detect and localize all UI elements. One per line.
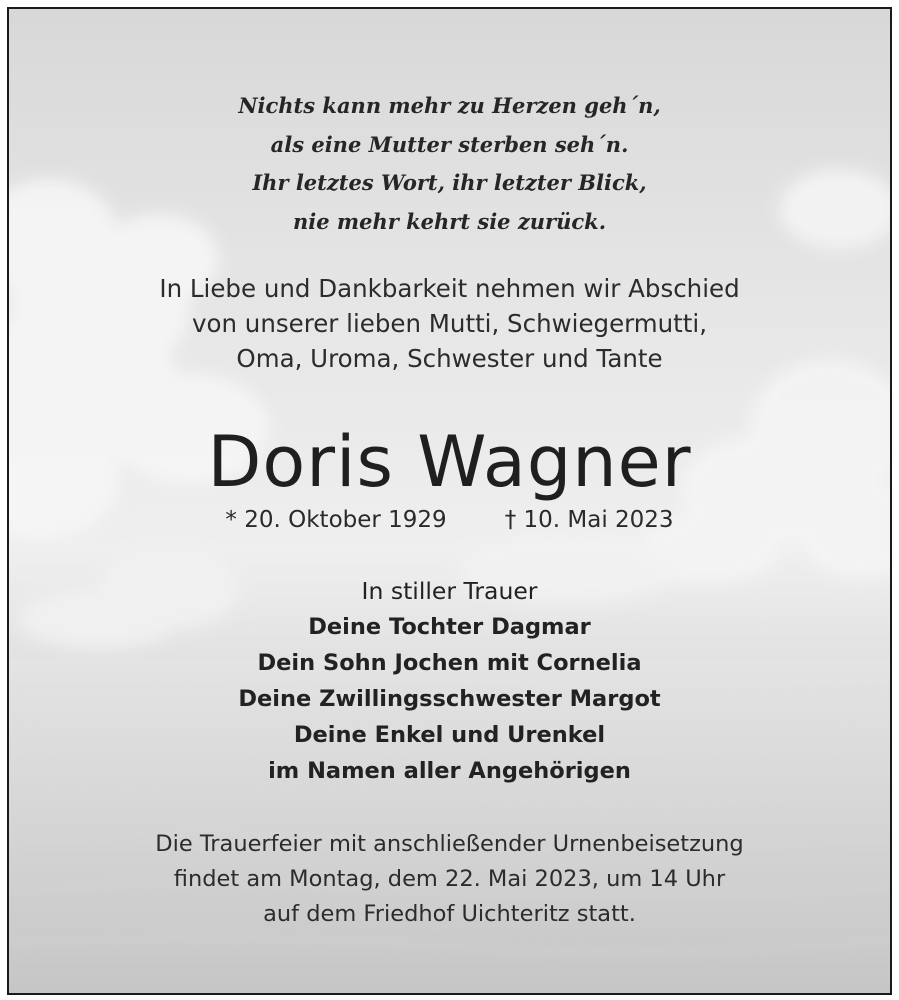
poem-line: Nichts kann mehr zu Herzen geh´n,: [238, 93, 661, 118]
poem-line: nie mehr kehrt sie zurück.: [292, 208, 607, 234]
mourner-name: Deine Enkel und Urenkel: [293, 722, 606, 748]
funeral-service-info: [9, 827, 890, 932]
service-line: auf dem Friedhof Uichteritz statt.: [263, 901, 636, 927]
poem-line: Ihr letztes Wort, ihr letzter Blick,: [252, 170, 647, 195]
mourner-name: Dein Sohn Jochen mit Cornelia: [257, 650, 642, 676]
obituary-notice: [7, 7, 892, 995]
life-dates: [9, 505, 890, 535]
service-line: Die Trauerfeier mit anschließender Urnenbeisetzung: [155, 831, 744, 857]
mourners: [9, 573, 890, 789]
intro-line: Oma, Uroma, Schwester und Tante: [236, 344, 663, 373]
birth-date: * 20. Oktober 1929: [225, 507, 447, 533]
mourning-lead: In stiller Trauer: [361, 577, 538, 605]
intro-line: von unserer lieben Mutti, Schwiegermutti,: [192, 309, 707, 338]
intro-line: In Liebe und Dankbarkeit nehmen wir Abschied: [159, 274, 740, 303]
poem: [9, 87, 890, 241]
deceased-name: Doris Wagner: [207, 421, 692, 503]
poem-line: als eine Mutter sterben seh´n.: [270, 131, 629, 157]
service-line: findet am Montag, dem 22. Mai 2023, um 14 Uhr: [173, 866, 726, 892]
mourner-name: Deine Zwillingsschwester Margot: [238, 686, 661, 712]
mourner-name: Deine Tochter Dagmar: [308, 614, 591, 640]
farewell-intro: [9, 271, 890, 376]
mourner-name: im Namen aller Angehörigen: [268, 758, 631, 784]
death-date: † 10. Mai 2023: [504, 507, 674, 533]
